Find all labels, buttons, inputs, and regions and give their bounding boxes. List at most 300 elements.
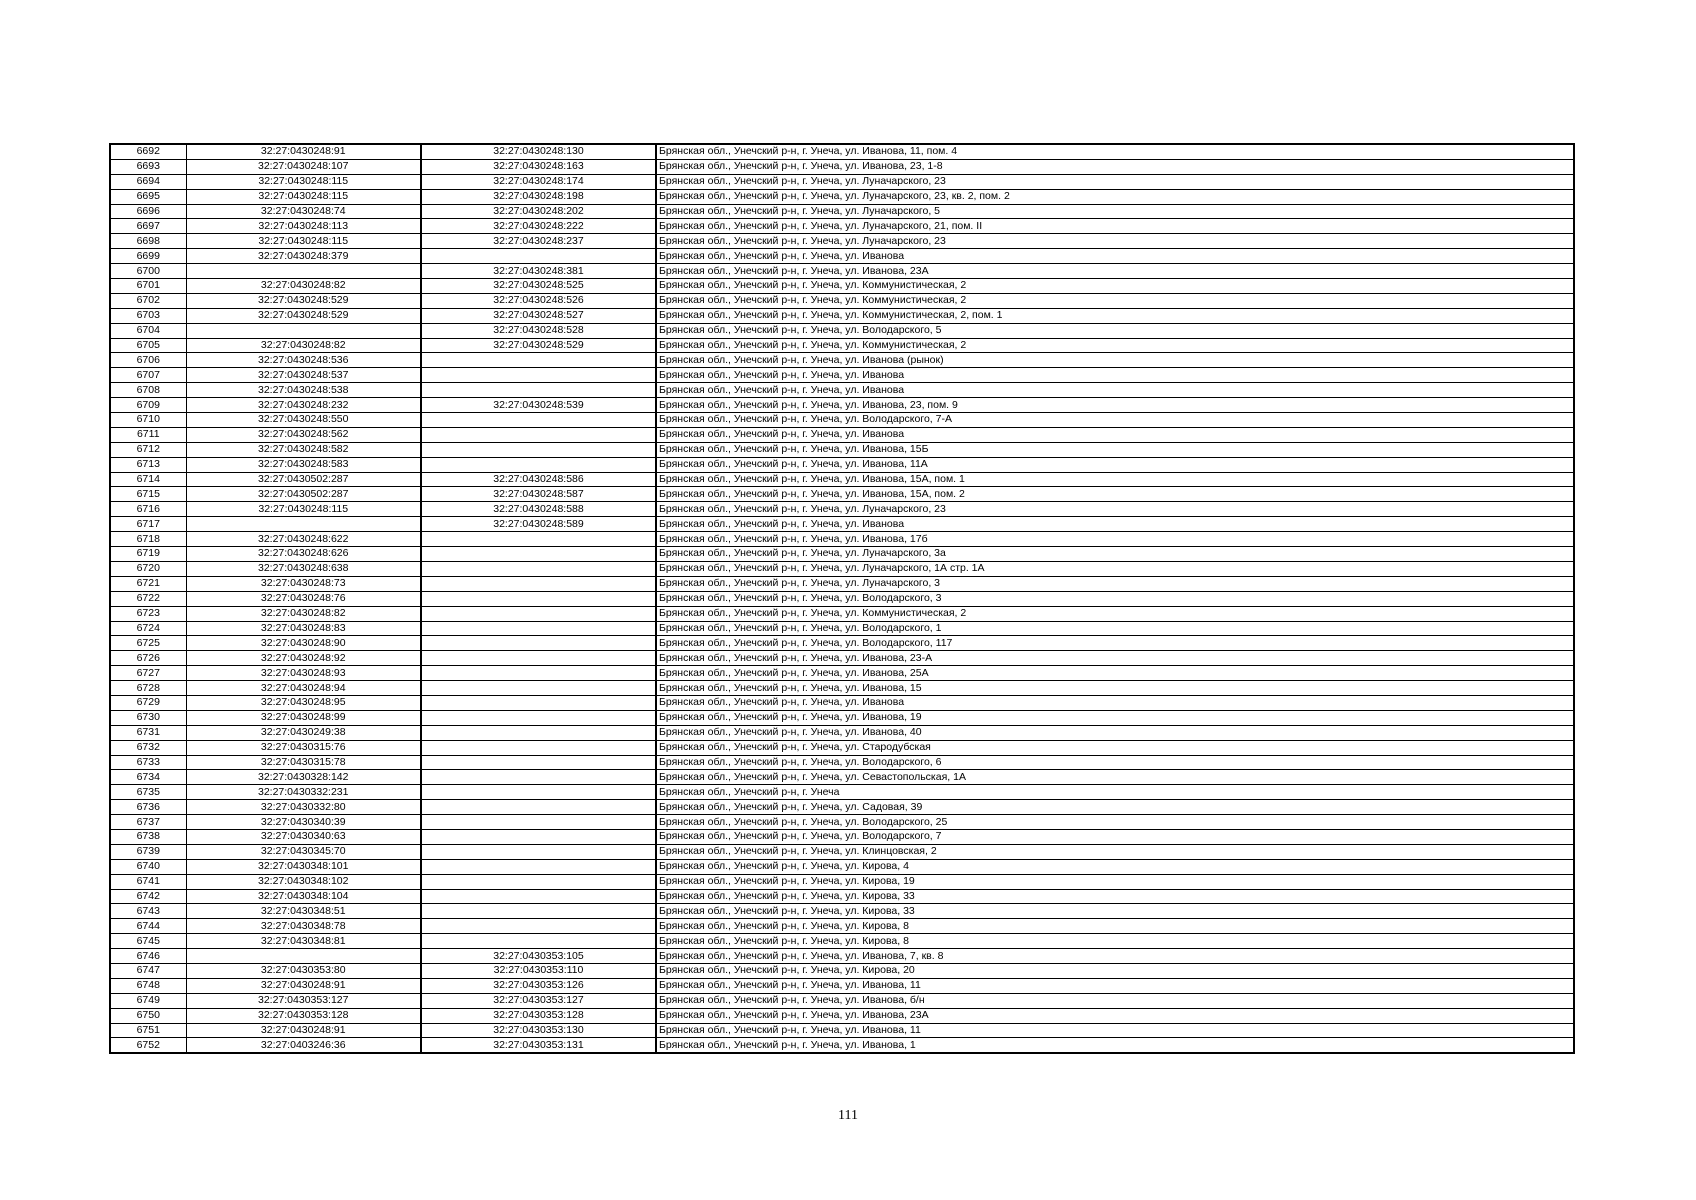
page-number: 111 bbox=[838, 1108, 858, 1123]
address-cell: Брянская обл., Унечский р-н, г. Унеча, ул. Луначарского, 23 bbox=[656, 174, 1574, 189]
row-number-cell: 6703 bbox=[110, 308, 186, 323]
table-row bbox=[110, 427, 1574, 442]
row-number-cell: 6692 bbox=[110, 144, 186, 159]
related-cadastral-number-cell: 32:27:0430248:222 bbox=[421, 219, 656, 234]
related-cadastral-number-cell: 32:27:0430248:163 bbox=[421, 159, 656, 174]
cadastral-number-cell: 32:27:0430248:74 bbox=[186, 204, 421, 219]
related-cadastral-number-cell: 32:27:0430353:105 bbox=[421, 949, 656, 964]
row-number-cell: 6732 bbox=[110, 740, 186, 755]
cadastral-number-cell: 32:27:0430248:115 bbox=[186, 189, 421, 204]
row-number-cell: 6697 bbox=[110, 219, 186, 234]
cadastral-number-cell: 32:27:0430248:82 bbox=[186, 606, 421, 621]
related-cadastral-number-cell bbox=[421, 800, 656, 815]
row-number-cell: 6704 bbox=[110, 323, 186, 338]
table-row bbox=[110, 561, 1574, 576]
address-cell: Брянская обл., Унечский р-н, г. Унеча, ул. Володарского, 7 bbox=[656, 829, 1574, 844]
related-cadastral-number-cell: 32:27:0430248:381 bbox=[421, 264, 656, 279]
row-number-cell: 6729 bbox=[110, 695, 186, 710]
table-row bbox=[110, 666, 1574, 681]
cadastral-number-cell: 32:27:0430248:115 bbox=[186, 502, 421, 517]
cadastral-number-cell: 32:27:0430248:536 bbox=[186, 353, 421, 368]
table-row bbox=[110, 695, 1574, 710]
row-number-cell: 6700 bbox=[110, 264, 186, 279]
row-number-cell: 6710 bbox=[110, 413, 186, 428]
table-row bbox=[110, 413, 1574, 428]
table-row bbox=[110, 1038, 1574, 1053]
table-row bbox=[110, 681, 1574, 696]
cadastral-number-cell: 32:27:0430348:101 bbox=[186, 859, 421, 874]
table-row bbox=[110, 978, 1574, 993]
address-cell: Брянская обл., Унечский р-н, г. Унеча, ул. Володарского, 7-А bbox=[656, 413, 1574, 428]
row-number-cell: 6720 bbox=[110, 561, 186, 576]
table-row bbox=[110, 323, 1574, 338]
related-cadastral-number-cell bbox=[421, 368, 656, 383]
cadastral-number-cell: 32:27:0430248:90 bbox=[186, 636, 421, 651]
address-cell: Брянская обл., Унечский р-н, г. Унеча, ул. Иванова bbox=[656, 427, 1574, 442]
cadastral-number-cell: 32:27:0430345:70 bbox=[186, 844, 421, 859]
cadastral-number-cell: 32:27:0430248:562 bbox=[186, 427, 421, 442]
row-number-cell: 6709 bbox=[110, 398, 186, 413]
address-cell: Брянская обл., Унечский р-н, г. Унеча, ул. Володарского, 5 bbox=[656, 323, 1574, 338]
cadastral-number-cell: 32:27:0430248:91 bbox=[186, 1023, 421, 1038]
related-cadastral-number-cell: 32:27:0430248:539 bbox=[421, 398, 656, 413]
related-cadastral-number-cell bbox=[421, 666, 656, 681]
related-cadastral-number-cell: 32:27:0430353:127 bbox=[421, 993, 656, 1008]
cadastral-number-cell: 32:27:0430353:127 bbox=[186, 993, 421, 1008]
address-cell: Брянская обл., Унечский р-н, г. Унеча, ул. Коммунистическая, 2 bbox=[656, 338, 1574, 353]
related-cadastral-number-cell: 32:27:0430248:529 bbox=[421, 338, 656, 353]
related-cadastral-number-cell bbox=[421, 576, 656, 591]
table-row bbox=[110, 487, 1574, 502]
address-cell: Брянская обл., Унечский р-н, г. Унеча, ул. Луначарского, 23, кв. 2, пом. 2 bbox=[656, 189, 1574, 204]
related-cadastral-number-cell: 32:27:0430248:526 bbox=[421, 293, 656, 308]
related-cadastral-number-cell: 32:27:0430353:110 bbox=[421, 963, 656, 978]
related-cadastral-number-cell: 32:27:0430353:131 bbox=[421, 1038, 656, 1053]
related-cadastral-number-cell: 32:27:0430248:130 bbox=[421, 144, 656, 159]
row-number-cell: 6715 bbox=[110, 487, 186, 502]
table-row bbox=[110, 368, 1574, 383]
related-cadastral-number-cell bbox=[421, 606, 656, 621]
table-row bbox=[110, 219, 1574, 234]
table-row bbox=[110, 919, 1574, 934]
row-number-cell: 6743 bbox=[110, 904, 186, 919]
related-cadastral-number-cell bbox=[421, 427, 656, 442]
row-number-cell: 6734 bbox=[110, 770, 186, 785]
cadastral-number-cell: 32:27:0430248:583 bbox=[186, 457, 421, 472]
related-cadastral-number-cell bbox=[421, 413, 656, 428]
address-cell: Брянская обл., Унечский р-н, г. Унеча, ул. Луначарского, 21, пом. II bbox=[656, 219, 1574, 234]
row-number-cell: 6742 bbox=[110, 889, 186, 904]
row-number-cell: 6748 bbox=[110, 978, 186, 993]
cadastral-number-cell: 32:27:0430248:91 bbox=[186, 978, 421, 993]
table-row bbox=[110, 532, 1574, 547]
row-number-cell: 6693 bbox=[110, 159, 186, 174]
related-cadastral-number-cell bbox=[421, 651, 656, 666]
table-row bbox=[110, 353, 1574, 368]
row-number-cell: 6706 bbox=[110, 353, 186, 368]
address-cell: Брянская обл., Унечский р-н, г. Унеча, ул. Коммунистическая, 2 bbox=[656, 293, 1574, 308]
row-number-cell: 6707 bbox=[110, 368, 186, 383]
table-row bbox=[110, 770, 1574, 785]
table-row bbox=[110, 844, 1574, 859]
table-row bbox=[110, 755, 1574, 770]
cadastral-number-cell: 32:27:0430248:582 bbox=[186, 442, 421, 457]
cadastral-number-cell: 32:27:0430248:529 bbox=[186, 293, 421, 308]
row-number-cell: 6712 bbox=[110, 442, 186, 457]
table-row bbox=[110, 547, 1574, 562]
table-row bbox=[110, 174, 1574, 189]
row-number-cell: 6708 bbox=[110, 383, 186, 398]
address-cell: Брянская обл., Унечский р-н, г. Унеча, ул. Володарского, 1 bbox=[656, 621, 1574, 636]
address-cell: Брянская обл., Унечский р-н, г. Унеча, ул. Иванова bbox=[656, 517, 1574, 532]
row-number-cell: 6740 bbox=[110, 859, 186, 874]
related-cadastral-number-cell bbox=[421, 815, 656, 830]
row-number-cell: 6695 bbox=[110, 189, 186, 204]
table-row bbox=[110, 993, 1574, 1008]
table-row bbox=[110, 293, 1574, 308]
cadastral-number-cell: 32:27:0430248:638 bbox=[186, 561, 421, 576]
address-cell: Брянская обл., Унечский р-н, г. Унеча, ул. Коммунистическая, 2, пом. 1 bbox=[656, 308, 1574, 323]
table-row bbox=[110, 904, 1574, 919]
cadastral-number-cell: 32:27:0430248:626 bbox=[186, 547, 421, 562]
row-number-cell: 6727 bbox=[110, 666, 186, 681]
row-number-cell: 6728 bbox=[110, 681, 186, 696]
row-number-cell: 6702 bbox=[110, 293, 186, 308]
table-row bbox=[110, 829, 1574, 844]
address-cell: Брянская обл., Унечский р-н, г. Унеча, ул. Коммунистическая, 2 bbox=[656, 606, 1574, 621]
address-cell: Брянская обл., Унечский р-н, г. Унеча, ул. Клинцовская, 2 bbox=[656, 844, 1574, 859]
address-cell: Брянская обл., Унечский р-н, г. Унеча, ул. Иванова bbox=[656, 249, 1574, 264]
cadastral-number-cell: 32:27:0430502:287 bbox=[186, 472, 421, 487]
address-cell: Брянская обл., Унечский р-н, г. Унеча, ул. Иванова, б/н bbox=[656, 993, 1574, 1008]
cadastral-number-cell bbox=[186, 949, 421, 964]
cadastral-number-cell: 32:27:0430248:622 bbox=[186, 532, 421, 547]
address-cell: Брянская обл., Унечский р-н, г. Унеча, ул. Луначарского, 3а bbox=[656, 547, 1574, 562]
related-cadastral-number-cell bbox=[421, 829, 656, 844]
related-cadastral-number-cell bbox=[421, 770, 656, 785]
row-number-cell: 6731 bbox=[110, 725, 186, 740]
cadastral-number-cell: 32:27:0430248:83 bbox=[186, 621, 421, 636]
row-number-cell: 6699 bbox=[110, 249, 186, 264]
cadastral-number-cell: 32:27:0430248:91 bbox=[186, 144, 421, 159]
address-cell: Брянская обл., Унечский р-н, г. Унеча, ул. Иванова, 7, кв. 8 bbox=[656, 949, 1574, 964]
related-cadastral-number-cell bbox=[421, 353, 656, 368]
related-cadastral-number-cell bbox=[421, 710, 656, 725]
table-row bbox=[110, 338, 1574, 353]
address-cell: Брянская обл., Унечский р-н, г. Унеча, ул. Садовая, 39 bbox=[656, 800, 1574, 815]
table-row bbox=[110, 949, 1574, 964]
cadastral-number-cell: 32:27:0430248:76 bbox=[186, 591, 421, 606]
address-cell: Брянская обл., Унечский р-н, г. Унеча, ул. Кирова, 8 bbox=[656, 919, 1574, 934]
related-cadastral-number-cell bbox=[421, 785, 656, 800]
table-row bbox=[110, 606, 1574, 621]
table-row bbox=[110, 442, 1574, 457]
address-cell: Брянская обл., Унечский р-н, г. Унеча, ул. Иванова, 15 bbox=[656, 681, 1574, 696]
related-cadastral-number-cell bbox=[421, 889, 656, 904]
row-number-cell: 6752 bbox=[110, 1038, 186, 1053]
address-cell: Брянская обл., Унечский р-н, г. Унеча, ул. Кирова, 4 bbox=[656, 859, 1574, 874]
table-row bbox=[110, 636, 1574, 651]
related-cadastral-number-cell: 32:27:0430248:527 bbox=[421, 308, 656, 323]
row-number-cell: 6694 bbox=[110, 174, 186, 189]
cadastral-number-cell bbox=[186, 323, 421, 338]
address-cell: Брянская обл., Унечский р-н, г. Унеча, ул. Иванова, 11 bbox=[656, 978, 1574, 993]
row-number-cell: 6723 bbox=[110, 606, 186, 621]
related-cadastral-number-cell bbox=[421, 725, 656, 740]
row-number-cell: 6698 bbox=[110, 234, 186, 249]
table-row bbox=[110, 279, 1574, 294]
row-number-cell: 6724 bbox=[110, 621, 186, 636]
cadastral-number-cell: 32:27:0430248:73 bbox=[186, 576, 421, 591]
address-cell: Брянская обл., Унечский р-н, г. Унеча, ул. Коммунистическая, 2 bbox=[656, 279, 1574, 294]
related-cadastral-number-cell: 32:27:0430248:589 bbox=[421, 517, 656, 532]
table-row bbox=[110, 204, 1574, 219]
related-cadastral-number-cell bbox=[421, 457, 656, 472]
cadastral-number-cell: 32:27:0430248:537 bbox=[186, 368, 421, 383]
row-number-cell: 6701 bbox=[110, 279, 186, 294]
cadastral-number-cell: 32:27:0430340:63 bbox=[186, 829, 421, 844]
table-row bbox=[110, 576, 1574, 591]
table-row bbox=[110, 710, 1574, 725]
address-cell: Брянская обл., Унечский р-н, г. Унеча, ул. Иванова, 11, пом. 4 bbox=[656, 144, 1574, 159]
address-cell: Брянская обл., Унечский р-н, г. Унеча, ул. Иванова, 1 bbox=[656, 1038, 1574, 1053]
table-row bbox=[110, 874, 1574, 889]
cadastral-number-cell: 32:27:0430248:113 bbox=[186, 219, 421, 234]
row-number-cell: 6705 bbox=[110, 338, 186, 353]
related-cadastral-number-cell bbox=[421, 695, 656, 710]
table-row bbox=[110, 859, 1574, 874]
row-number-cell: 6718 bbox=[110, 532, 186, 547]
address-cell: Брянская обл., Унечский р-н, г. Унеча, ул. Иванова, 11А bbox=[656, 457, 1574, 472]
table-row bbox=[110, 144, 1574, 159]
address-cell: Брянская обл., Унечский р-н, г. Унеча, ул. Стародубская bbox=[656, 740, 1574, 755]
related-cadastral-number-cell: 32:27:0430248:588 bbox=[421, 502, 656, 517]
address-cell: Брянская обл., Унечский р-н, г. Унеча, ул. Володарского, 25 bbox=[656, 815, 1574, 830]
cadastral-number-cell: 32:27:0430248:529 bbox=[186, 308, 421, 323]
address-cell: Брянская обл., Унечский р-н, г. Унеча, ул. Иванова bbox=[656, 695, 1574, 710]
cadastral-number-cell: 32:27:0430248:107 bbox=[186, 159, 421, 174]
table-row bbox=[110, 815, 1574, 830]
cadastral-number-cell: 32:27:0430353:128 bbox=[186, 1008, 421, 1023]
table-row bbox=[110, 889, 1574, 904]
table-row bbox=[110, 249, 1574, 264]
cadastral-number-cell: 32:27:0430248:92 bbox=[186, 651, 421, 666]
cadastral-number-cell: 32:27:0430248:379 bbox=[186, 249, 421, 264]
related-cadastral-number-cell bbox=[421, 844, 656, 859]
address-cell: Брянская обл., Унечский р-н, г. Унеча, ул. Иванова, 25А bbox=[656, 666, 1574, 681]
related-cadastral-number-cell: 32:27:0430248:237 bbox=[421, 234, 656, 249]
address-cell: Брянская обл., Унечский р-н, г. Унеча bbox=[656, 785, 1574, 800]
cadastral-number-cell: 32:27:0430248:550 bbox=[186, 413, 421, 428]
related-cadastral-number-cell: 32:27:0430248:525 bbox=[421, 279, 656, 294]
row-number-cell: 6749 bbox=[110, 993, 186, 1008]
address-cell: Брянская обл., Унечский р-н, г. Унеча, ул. Володарского, 6 bbox=[656, 755, 1574, 770]
related-cadastral-number-cell bbox=[421, 636, 656, 651]
row-number-cell: 6733 bbox=[110, 755, 186, 770]
related-cadastral-number-cell bbox=[421, 740, 656, 755]
related-cadastral-number-cell: 32:27:0430248:202 bbox=[421, 204, 656, 219]
address-cell: Брянская обл., Унечский р-н, г. Унеча, ул. Иванова, 40 bbox=[656, 725, 1574, 740]
row-number-cell: 6726 bbox=[110, 651, 186, 666]
cadastral-number-cell: 32:27:0430348:104 bbox=[186, 889, 421, 904]
address-cell: Брянская обл., Унечский р-н, г. Унеча, ул. Луначарского, 23 bbox=[656, 502, 1574, 517]
address-cell: Брянская обл., Унечский р-н, г. Унеча, ул. Иванова, 15Б bbox=[656, 442, 1574, 457]
address-cell: Брянская обл., Унечский р-н, г. Унеча, ул. Иванова, 23А bbox=[656, 264, 1574, 279]
row-number-cell: 6711 bbox=[110, 427, 186, 442]
cadastral-number-cell: 32:27:0403246:36 bbox=[186, 1038, 421, 1053]
related-cadastral-number-cell bbox=[421, 249, 656, 264]
related-cadastral-number-cell bbox=[421, 442, 656, 457]
cadastral-number-cell: 32:27:0430315:76 bbox=[186, 740, 421, 755]
table-row bbox=[110, 725, 1574, 740]
row-number-cell: 6746 bbox=[110, 949, 186, 964]
address-cell: Брянская обл., Унечский р-н, г. Унеча, ул. Володарского, 117 bbox=[656, 636, 1574, 651]
cadastral-number-cell: 32:27:0430248:232 bbox=[186, 398, 421, 413]
cadastral-number-cell: 32:27:0430248:115 bbox=[186, 174, 421, 189]
related-cadastral-number-cell bbox=[421, 591, 656, 606]
cadastral-number-cell: 32:27:0430248:99 bbox=[186, 710, 421, 725]
cadastral-number-cell bbox=[186, 264, 421, 279]
row-number-cell: 6713 bbox=[110, 457, 186, 472]
address-cell: Брянская обл., Унечский р-н, г. Унеча, ул. Иванова, 15А, пом. 1 bbox=[656, 472, 1574, 487]
table-row bbox=[110, 308, 1574, 323]
cadastral-number-cell: 32:27:0430332:231 bbox=[186, 785, 421, 800]
table-row bbox=[110, 1008, 1574, 1023]
related-cadastral-number-cell: 32:27:0430248:528 bbox=[421, 323, 656, 338]
cadastral-number-cell: 32:27:0430249:38 bbox=[186, 725, 421, 740]
row-number-cell: 6747 bbox=[110, 963, 186, 978]
row-number-cell: 6721 bbox=[110, 576, 186, 591]
cadastral-number-cell: 32:27:0430348:81 bbox=[186, 934, 421, 949]
address-cell: Брянская обл., Унечский р-н, г. Унеча, ул. Иванова, 23, 1-8 bbox=[656, 159, 1574, 174]
row-number-cell: 6736 bbox=[110, 800, 186, 815]
row-number-cell: 6737 bbox=[110, 815, 186, 830]
table-row bbox=[110, 517, 1574, 532]
row-number-cell: 6722 bbox=[110, 591, 186, 606]
related-cadastral-number-cell bbox=[421, 532, 656, 547]
related-cadastral-number-cell: 32:27:0430353:126 bbox=[421, 978, 656, 993]
table-row bbox=[110, 159, 1574, 174]
related-cadastral-number-cell: 32:27:0430248:198 bbox=[421, 189, 656, 204]
related-cadastral-number-cell: 32:27:0430353:128 bbox=[421, 1008, 656, 1023]
related-cadastral-number-cell: 32:27:0430353:130 bbox=[421, 1023, 656, 1038]
row-number-cell: 6744 bbox=[110, 919, 186, 934]
cadastral-number-cell: 32:27:0430315:78 bbox=[186, 755, 421, 770]
row-number-cell: 6696 bbox=[110, 204, 186, 219]
table-row bbox=[110, 591, 1574, 606]
row-number-cell: 6730 bbox=[110, 710, 186, 725]
table-row bbox=[110, 234, 1574, 249]
cadastral-number-cell: 32:27:0430502:287 bbox=[186, 487, 421, 502]
row-number-cell: 6735 bbox=[110, 785, 186, 800]
address-cell: Брянская обл., Унечский р-н, г. Унеча, ул. Луначарского, 1А стр. 1А bbox=[656, 561, 1574, 576]
related-cadastral-number-cell bbox=[421, 874, 656, 889]
cadastral-number-cell: 32:27:0430340:39 bbox=[186, 815, 421, 830]
related-cadastral-number-cell: 32:27:0430248:174 bbox=[421, 174, 656, 189]
cadastral-number-cell: 32:27:0430348:102 bbox=[186, 874, 421, 889]
address-cell: Брянская обл., Унечский р-н, г. Унеча, ул. Кирова, 20 bbox=[656, 963, 1574, 978]
table-row bbox=[110, 621, 1574, 636]
row-number-cell: 6741 bbox=[110, 874, 186, 889]
table-row bbox=[110, 383, 1574, 398]
related-cadastral-number-cell bbox=[421, 755, 656, 770]
table-body bbox=[110, 144, 1574, 1053]
related-cadastral-number-cell bbox=[421, 919, 656, 934]
table-row bbox=[110, 651, 1574, 666]
row-number-cell: 6716 bbox=[110, 502, 186, 517]
table-row bbox=[110, 800, 1574, 815]
table-row bbox=[110, 472, 1574, 487]
table-row bbox=[110, 963, 1574, 978]
cadastral-number-cell: 32:27:0430348:78 bbox=[186, 919, 421, 934]
row-number-cell: 6719 bbox=[110, 547, 186, 562]
cadastral-number-cell bbox=[186, 517, 421, 532]
related-cadastral-number-cell bbox=[421, 904, 656, 919]
row-number-cell: 6745 bbox=[110, 934, 186, 949]
table-row bbox=[110, 1023, 1574, 1038]
address-cell: Брянская обл., Унечский р-н, г. Унеча, ул. Кирова, 33 bbox=[656, 889, 1574, 904]
related-cadastral-number-cell bbox=[421, 681, 656, 696]
address-cell: Брянская обл., Унечский р-н, г. Унеча, ул. Луначарского, 23 bbox=[656, 234, 1574, 249]
table-row bbox=[110, 785, 1574, 800]
address-cell: Брянская обл., Унечский р-н, г. Унеча, ул. Иванова, 23-А bbox=[656, 651, 1574, 666]
cadastral-number-cell: 32:27:0430348:51 bbox=[186, 904, 421, 919]
address-cell: Брянская обл., Унечский р-н, г. Унеча, ул. Иванова, 19 bbox=[656, 710, 1574, 725]
row-number-cell: 6751 bbox=[110, 1023, 186, 1038]
address-cell: Брянская обл., Унечский р-н, г. Унеча, ул. Иванова, 11 bbox=[656, 1023, 1574, 1038]
cadastral-number-cell: 32:27:0430248:82 bbox=[186, 279, 421, 294]
address-cell: Брянская обл., Унечский р-н, г. Унеча, ул. Иванова bbox=[656, 383, 1574, 398]
cadastral-registry-table bbox=[109, 143, 1575, 1054]
address-cell: Брянская обл., Унечский р-н, г. Унеча, ул. Иванова, 15А, пом. 2 bbox=[656, 487, 1574, 502]
related-cadastral-number-cell: 32:27:0430248:586 bbox=[421, 472, 656, 487]
table-row bbox=[110, 457, 1574, 472]
cadastral-number-cell: 32:27:0430248:95 bbox=[186, 695, 421, 710]
cadastral-number-cell: 32:27:0430248:93 bbox=[186, 666, 421, 681]
row-number-cell: 6750 bbox=[110, 1008, 186, 1023]
table-row bbox=[110, 934, 1574, 949]
related-cadastral-number-cell bbox=[421, 621, 656, 636]
cadastral-number-cell: 32:27:0430353:80 bbox=[186, 963, 421, 978]
address-cell: Брянская обл., Унечский р-н, г. Унеча, ул. Луначарского, 3 bbox=[656, 576, 1574, 591]
table-row bbox=[110, 264, 1574, 279]
related-cadastral-number-cell bbox=[421, 561, 656, 576]
cadastral-number-cell: 32:27:0430332:80 bbox=[186, 800, 421, 815]
table-row bbox=[110, 398, 1574, 413]
cadastral-number-cell: 32:27:0430328:142 bbox=[186, 770, 421, 785]
row-number-cell: 6738 bbox=[110, 829, 186, 844]
address-cell: Брянская обл., Унечский р-н, г. Унеча, ул. Кирова, 33 bbox=[656, 904, 1574, 919]
row-number-cell: 6717 bbox=[110, 517, 186, 532]
row-number-cell: 6739 bbox=[110, 844, 186, 859]
related-cadastral-number-cell bbox=[421, 859, 656, 874]
cadastral-number-cell: 32:27:0430248:538 bbox=[186, 383, 421, 398]
address-cell: Брянская обл., Унечский р-н, г. Унеча, ул. Иванова, 23А bbox=[656, 1008, 1574, 1023]
address-cell: Брянская обл., Унечский р-н, г. Унеча, ул. Иванова (рынок) bbox=[656, 353, 1574, 368]
address-cell: Брянская обл., Унечский р-н, г. Унеча, ул. Володарского, 3 bbox=[656, 591, 1574, 606]
address-cell: Брянская обл., Унечский р-н, г. Унеча, ул. Кирова, 19 bbox=[656, 874, 1574, 889]
address-cell: Брянская обл., Унечский р-н, г. Унеча, ул. Иванова bbox=[656, 368, 1574, 383]
address-cell: Брянская обл., Унечский р-н, г. Унеча, ул. Луначарского, 5 bbox=[656, 204, 1574, 219]
address-cell: Брянская обл., Унечский р-н, г. Унеча, ул. Севастопольская, 1А bbox=[656, 770, 1574, 785]
address-cell: Брянская обл., Унечский р-н, г. Унеча, ул. Иванова, 23, пом. 9 bbox=[656, 398, 1574, 413]
row-number-cell: 6725 bbox=[110, 636, 186, 651]
table-row bbox=[110, 740, 1574, 755]
related-cadastral-number-cell: 32:27:0430248:587 bbox=[421, 487, 656, 502]
related-cadastral-number-cell bbox=[421, 547, 656, 562]
row-number-cell: 6714 bbox=[110, 472, 186, 487]
related-cadastral-number-cell bbox=[421, 383, 656, 398]
